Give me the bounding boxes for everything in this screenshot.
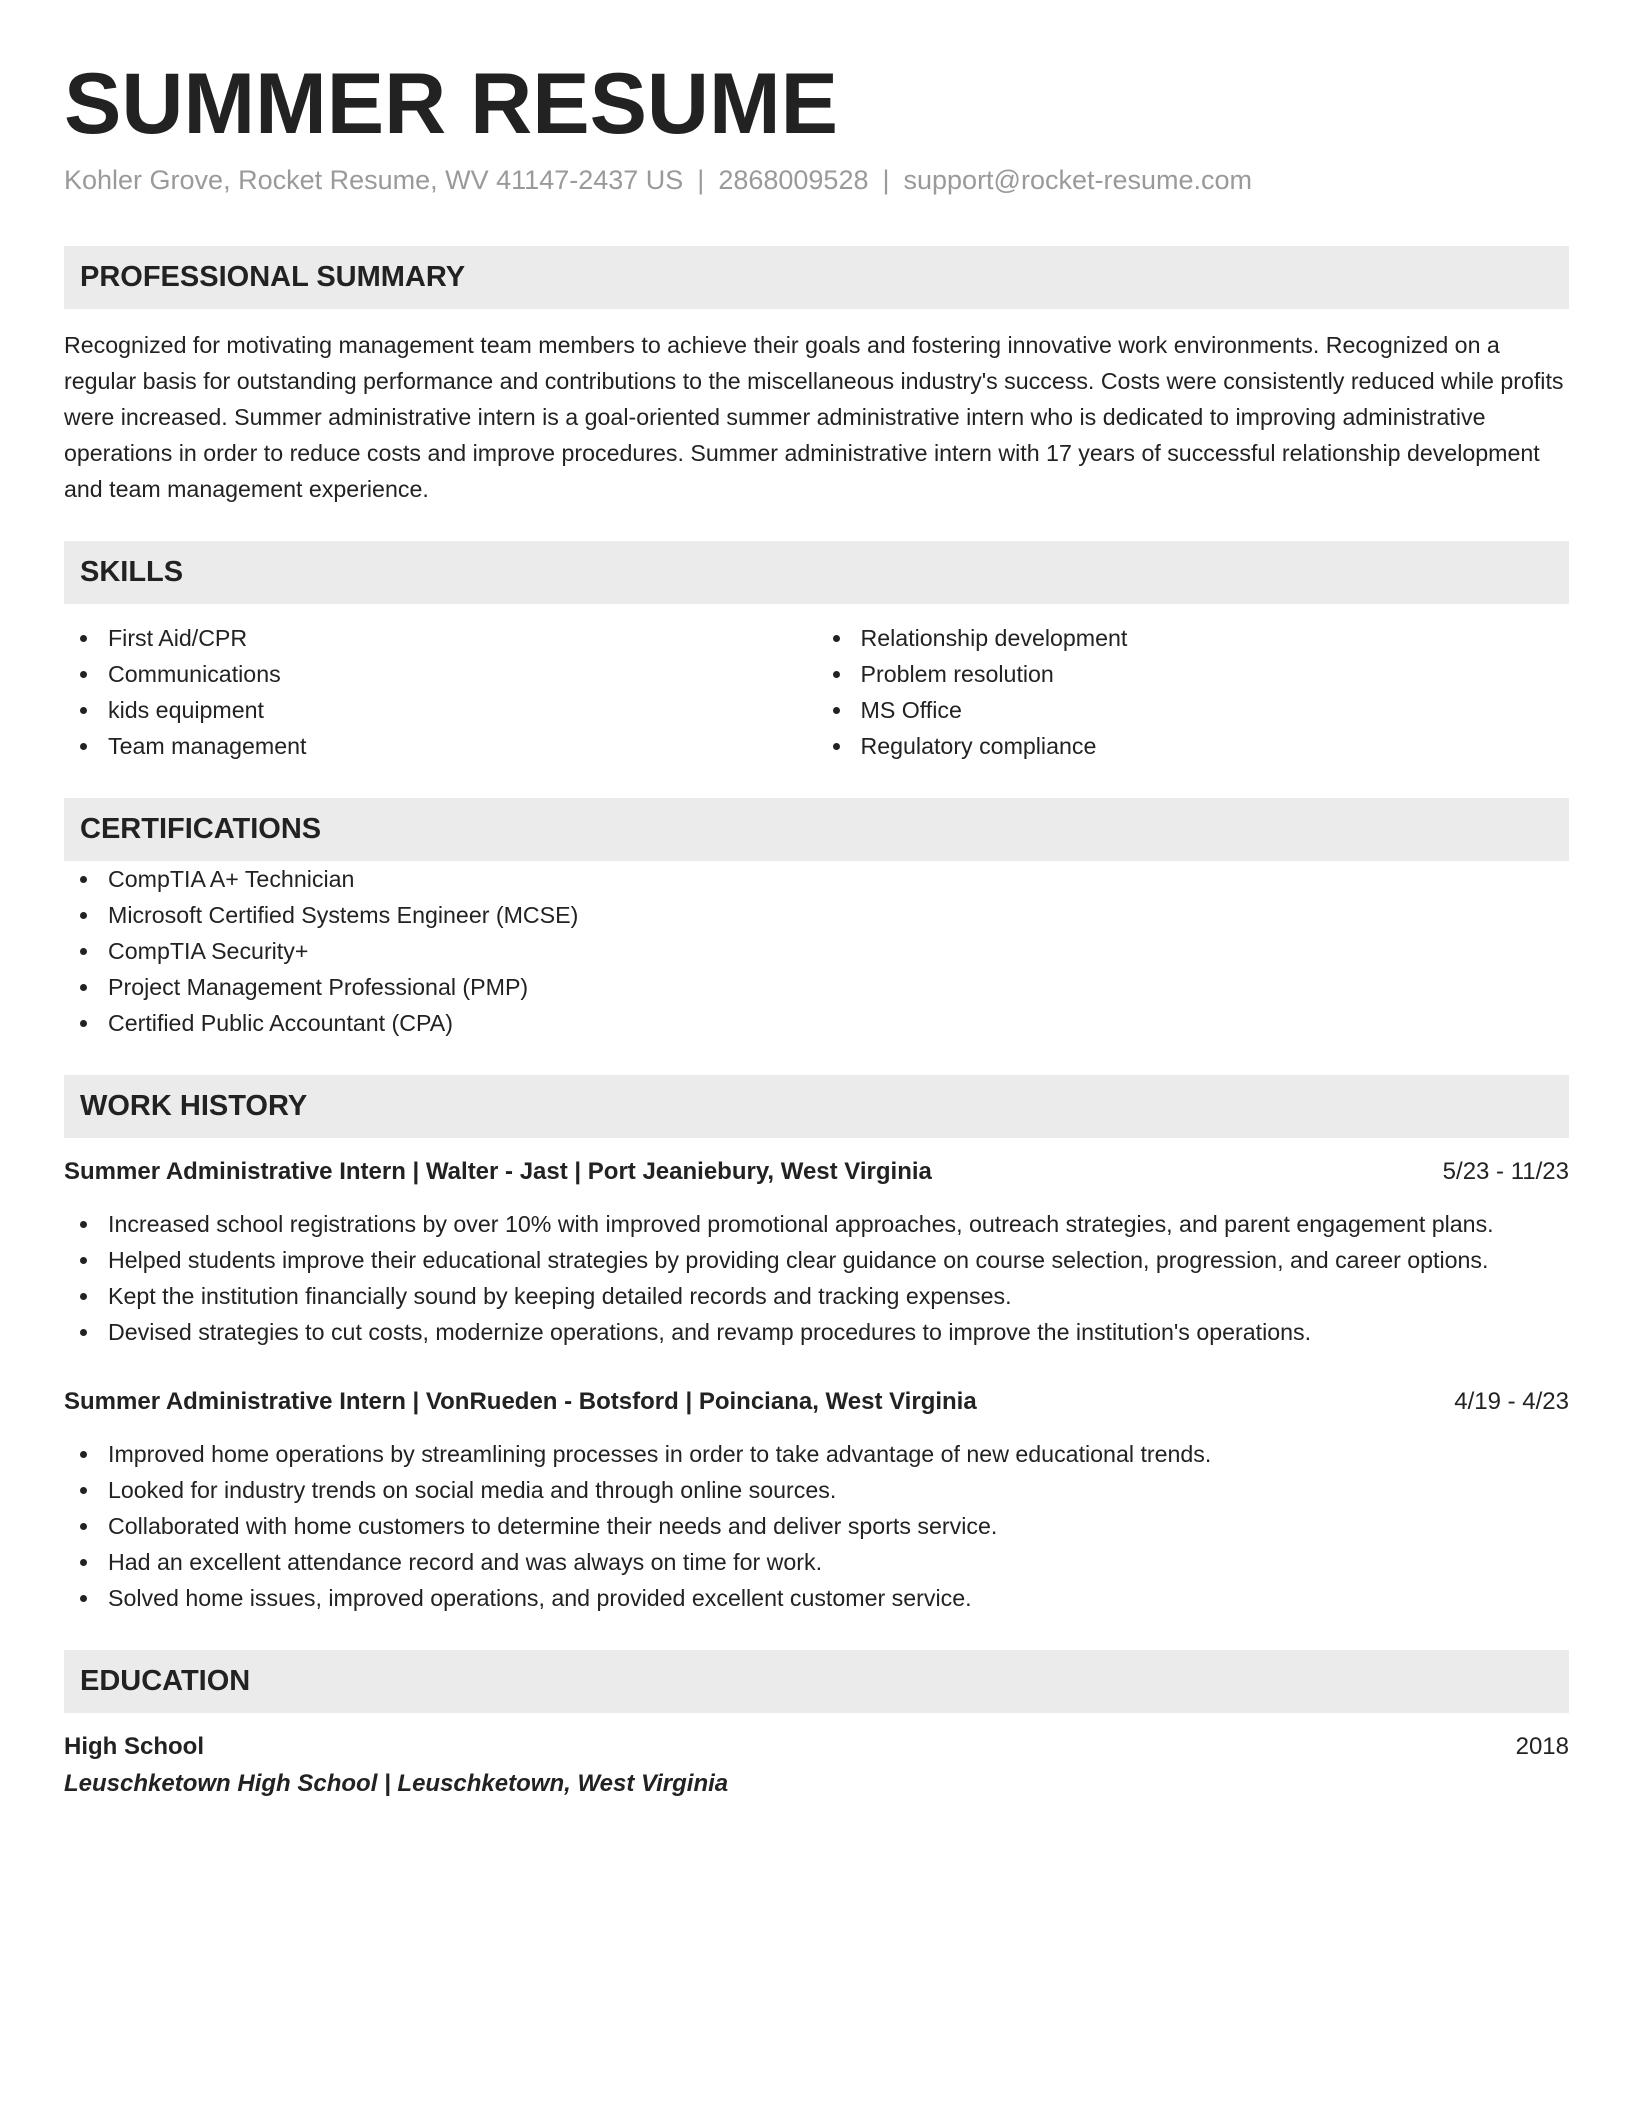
contact-line — [64, 162, 1569, 198]
summary-text: Recognized for motivating management team members to achieve their goals and fostering innovative work environments. Recognized on a regular basis for outstanding performance and contributions to the miscellaneous industry's success. Costs were consistently reduced while profits were increased. Summer administrative intern is a goal-oriented summer administrative intern who is dedicated to improving administrative operations in order to reduce costs and improve procedures. Summer administrative intern with 17 years of successful relationship development and team management experience. — [64, 332, 1564, 502]
skills-right-column — [817, 620, 1570, 764]
contact-email: support@rocket-resume.com — [903, 165, 1253, 195]
job-title: Summer Administrative Intern | Walter - Jast | Port Jeaniebury, West Virginia — [64, 1158, 932, 1185]
education-degree: High School — [64, 1733, 204, 1760]
skill-item: MS Office — [817, 692, 1570, 728]
education-year: 2018 — [1515, 1733, 1569, 1760]
certifications-list — [64, 861, 1569, 1041]
section-heading-summary: PROFESSIONAL SUMMARY — [64, 246, 1569, 309]
job-header — [64, 1154, 1569, 1190]
section-heading-education: EDUCATION — [64, 1650, 1569, 1713]
job-duty-item: Collaborated with home customers to determine their needs and deliver sports service. — [64, 1508, 1569, 1544]
skill-item: First Aid/CPR — [64, 620, 817, 656]
candidate-name: SUMMER RESUME — [64, 56, 839, 152]
job-duties — [64, 1436, 1569, 1616]
certification-item: Certified Public Accountant (CPA) — [64, 1005, 1569, 1041]
job-duty-item: Increased school registrations by over 10% with improved promotional approaches, outreach strategies, and parent engagement plans. — [64, 1206, 1569, 1242]
contact-separator: | — [697, 165, 705, 195]
job-entry — [64, 1154, 1569, 1350]
education-school: Leuschketown High School | Leuschketown, West Virginia — [64, 1770, 729, 1797]
job-duty-item: Helped students improve their educational strategies by providing clear guidance on course selection, progression, and career options. — [64, 1242, 1569, 1278]
job-duties — [64, 1206, 1569, 1350]
education-header — [64, 1729, 1569, 1765]
job-duty-item: Improved home operations by streamlining processes in order to take advantage of new educational trends. — [64, 1436, 1569, 1472]
skills-left-column — [64, 620, 817, 764]
section-heading-skills: SKILLS — [64, 541, 1569, 604]
job-duty-item: Had an excellent attendance record and was always on time for work. — [64, 1544, 1569, 1580]
skill-item: Communications — [64, 656, 817, 692]
certification-item: CompTIA A+ Technician — [64, 861, 1569, 897]
job-duty-item: Devised strategies to cut costs, modernize operations, and revamp procedures to improve the institution's operations. — [64, 1314, 1569, 1350]
certification-item: Microsoft Certified Systems Engineer (MCSE) — [64, 897, 1569, 933]
education-entry — [64, 1729, 1569, 1803]
skill-item: kids equipment — [64, 692, 817, 728]
certification-item: CompTIA Security+ — [64, 933, 1569, 969]
skill-item: Problem resolution — [817, 656, 1570, 692]
job-header — [64, 1384, 1569, 1420]
section-heading-certifications: CERTIFICATIONS — [64, 798, 1569, 861]
job-dates: 4/19 - 4/23 — [1454, 1388, 1569, 1415]
skill-item: Team management — [64, 728, 817, 764]
job-duty-item: Solved home issues, improved operations, and provided excellent customer service. — [64, 1580, 1569, 1616]
contact-phone: 2868009528 — [718, 165, 869, 195]
skill-item: Regulatory compliance — [817, 728, 1570, 764]
contact-separator: | — [882, 165, 890, 195]
job-duty-item: Kept the institution financially sound by keeping detailed records and tracking expenses. — [64, 1278, 1569, 1314]
job-title: Summer Administrative Intern | VonRueden - Botsford | Poinciana, West Virginia — [64, 1388, 977, 1415]
skills-grid — [64, 620, 1569, 764]
job-duty-item: Looked for industry trends on social media and through online sources. — [64, 1472, 1569, 1508]
skill-item: Relationship development — [817, 620, 1570, 656]
contact-address: Kohler Grove, Rocket Resume, WV 41147-2437 US — [64, 165, 684, 195]
section-heading-work-history: WORK HISTORY — [64, 1075, 1569, 1138]
certification-item: Project Management Professional (PMP) — [64, 969, 1569, 1005]
job-dates: 5/23 - 11/23 — [1442, 1158, 1569, 1185]
job-entry — [64, 1384, 1569, 1616]
